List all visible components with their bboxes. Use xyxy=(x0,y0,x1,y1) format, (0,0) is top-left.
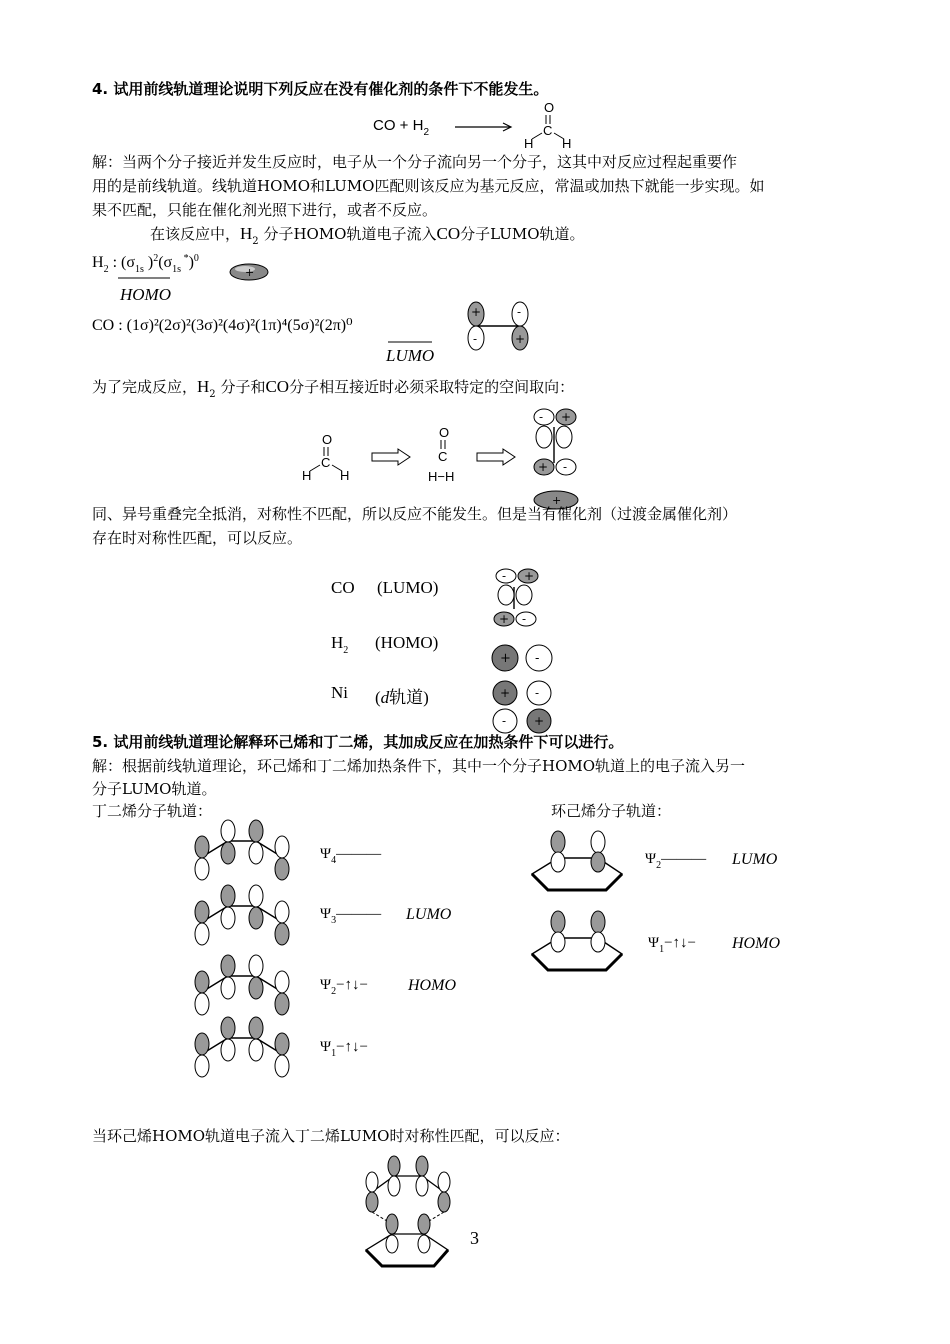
svg-text:-: - xyxy=(517,305,522,319)
q4-conclusion-line-1: 同、异号重叠完全抵消，对称性不匹配，所以反应不能发生。但是当有催化剂（过渡金属催化剂） xyxy=(92,505,738,523)
q5-answer-line-1: 解：根据前线轨道理论，环己烯和丁二烯加热条件下，其中一个分子HOMO轨道上的电子流入另一 xyxy=(92,757,746,775)
co-lumo-label: LUMO xyxy=(386,346,435,365)
q4-approach-line: 为了完成反应，$H_2$ 分子和CO分子相互接近时必须采取特定的空间取向： xyxy=(92,377,575,400)
butadiene-homo-tag: HOMO xyxy=(408,977,456,994)
h2-homo-underline xyxy=(118,276,178,280)
svg-text:O: O xyxy=(322,432,333,447)
catalyst-h2-name: $H_2$ xyxy=(331,633,349,656)
cyclohexene-level-psi1: $\Psi_1-↑↓-$ xyxy=(648,935,696,955)
q4-flow-line: 在该反应中，$H_2$ 分子HOMO轨道电子流入CO分子LUMO轨道。 xyxy=(150,224,585,247)
svg-text:-: - xyxy=(502,714,507,728)
catalyst-ni-name: Ni xyxy=(331,683,348,702)
butadiene-orbital-psi4 xyxy=(190,823,296,891)
svg-text:-: - xyxy=(535,651,540,666)
cyclohexene-orbital-psi1 xyxy=(528,908,628,974)
catalyst-co-orbital: (LUMO) xyxy=(377,578,439,597)
svg-text:H: H xyxy=(524,136,534,151)
butadiene-level-psi4: $\Psi_4———$ xyxy=(320,846,382,866)
butadiene-level-psi1: $\Psi_1-↑↓-$ xyxy=(320,1039,368,1059)
svg-text:-: - xyxy=(522,612,527,626)
cyclohexene-lumo-tag: LUMO xyxy=(732,851,778,868)
svg-text:H−H: H−H xyxy=(428,469,455,484)
svg-text:C: C xyxy=(438,449,448,464)
question-4-title: 4. 试用前线轨道理论说明下列反应在没有催化剂的条件下不能发生。 xyxy=(92,80,549,98)
svg-text:+: + xyxy=(534,714,545,728)
catalyst-ni-d-orbital xyxy=(490,679,556,737)
h2-sigma-orbital xyxy=(229,262,271,282)
q4-conclusion-line-2: 存在时对称性匹配，可以反应。 xyxy=(92,529,303,547)
svg-text:O: O xyxy=(544,100,555,115)
catalyst-co-name: CO xyxy=(331,578,355,597)
svg-text:H: H xyxy=(302,468,312,483)
hollow-arrow-icon xyxy=(372,449,412,465)
svg-text:+: + xyxy=(499,612,510,626)
reaction-equation: CO + $H_2$ xyxy=(373,117,429,138)
svg-text:+: + xyxy=(471,305,482,319)
catalyst-h2-orbital: (HOMO) xyxy=(375,633,439,652)
svg-text:+: + xyxy=(500,651,511,666)
butadiene-orbital-psi3 xyxy=(190,888,296,956)
q4-answer-line-3: 果不匹配，只能在催化剂光照下进行，或者不反应。 xyxy=(92,201,438,219)
svg-text:+: + xyxy=(245,266,255,279)
butadiene-level-psi2: $\Psi_2-↑↓-$ xyxy=(320,977,368,997)
svg-text:-: - xyxy=(502,569,507,583)
svg-text:C: C xyxy=(543,123,553,138)
catalyst-co-lumo-orbital xyxy=(490,565,550,631)
cyclohexene-homo-tag: HOMO xyxy=(732,935,780,952)
orientation-formaldehyde xyxy=(300,432,360,482)
question-5-title: 5. 试用前线轨道理论解释环己烯和丁二烯，其加成反应在加热条件下可以进行。 xyxy=(92,733,624,751)
co-pi-star-orbital xyxy=(462,298,538,354)
butadiene-level-psi3: $\Psi_3———$ xyxy=(320,906,382,926)
h2-homo-label: HOMO xyxy=(120,285,171,304)
cyclohexene-mo-title: 环己烯分子轨道： xyxy=(551,802,672,820)
reaction-arrow xyxy=(455,122,515,132)
svg-text:-: - xyxy=(473,332,478,346)
butadiene-orbital-psi1 xyxy=(190,1020,296,1088)
svg-text:-: - xyxy=(539,410,544,424)
svg-text:-: - xyxy=(563,460,568,474)
svg-text:+: + xyxy=(524,569,535,583)
orientation-orbital-overlap xyxy=(528,405,588,513)
butadiene-orbital-psi2 xyxy=(190,958,296,1026)
svg-text:C: C xyxy=(321,455,331,470)
co-lumo-underline xyxy=(388,340,438,344)
svg-text:+: + xyxy=(538,460,549,474)
hollow-arrow-icon xyxy=(477,449,517,465)
butadiene-mo-title: 丁二烯分子轨道： xyxy=(92,802,213,820)
formaldehyde-structure xyxy=(522,100,582,150)
catalyst-h2-homo-orbital xyxy=(490,643,556,673)
q4-answer-line-1: 解：当两个分子接近并发生反应时，电子从一个分子流向另一个分子，这其中对反应过程起重要作 xyxy=(92,153,738,171)
cycloaddition-orbital-diagram xyxy=(358,1154,458,1274)
svg-text:+: + xyxy=(515,332,526,346)
svg-text:+: + xyxy=(500,686,511,700)
page-number: 3 xyxy=(470,1228,479,1248)
q5-answer-line-2: 分子LUMO轨道。 xyxy=(92,780,217,798)
catalyst-ni-orbital: (d轨道) xyxy=(375,688,429,707)
svg-text:+: + xyxy=(552,494,562,507)
svg-text:+: + xyxy=(561,410,572,424)
q5-final-statement: 当环己烯HOMO轨道电子流入丁二烯LUMO时对称性匹配，可以反应： xyxy=(92,1127,570,1145)
q4-answer-line-2: 用的是前线轨道。线轨道HOMO和LUMO匹配则该反应为基元反应，常温或加热下就能一步实现。如 xyxy=(92,177,765,195)
orientation-co-h2 xyxy=(425,425,475,485)
h2-electron-config: $H_2$ : ($\sigma_{1s}$ )$^2(\sigma_{1s}$ *)$^0$ xyxy=(92,253,199,275)
svg-text:O: O xyxy=(439,425,450,440)
svg-text:H: H xyxy=(562,136,572,151)
cyclohexene-level-psi2: $\Psi_2———$ xyxy=(645,851,707,871)
co-electron-config: CO : (1σ)²(2σ)²(3σ)²(4σ)²(1π)⁴(5σ)²(2π)⁰ xyxy=(92,317,353,334)
cyclohexene-orbital-psi2 xyxy=(528,828,628,894)
butadiene-lumo-tag: LUMO xyxy=(406,906,452,923)
svg-text:-: - xyxy=(535,686,540,700)
svg-text:H: H xyxy=(340,468,350,483)
